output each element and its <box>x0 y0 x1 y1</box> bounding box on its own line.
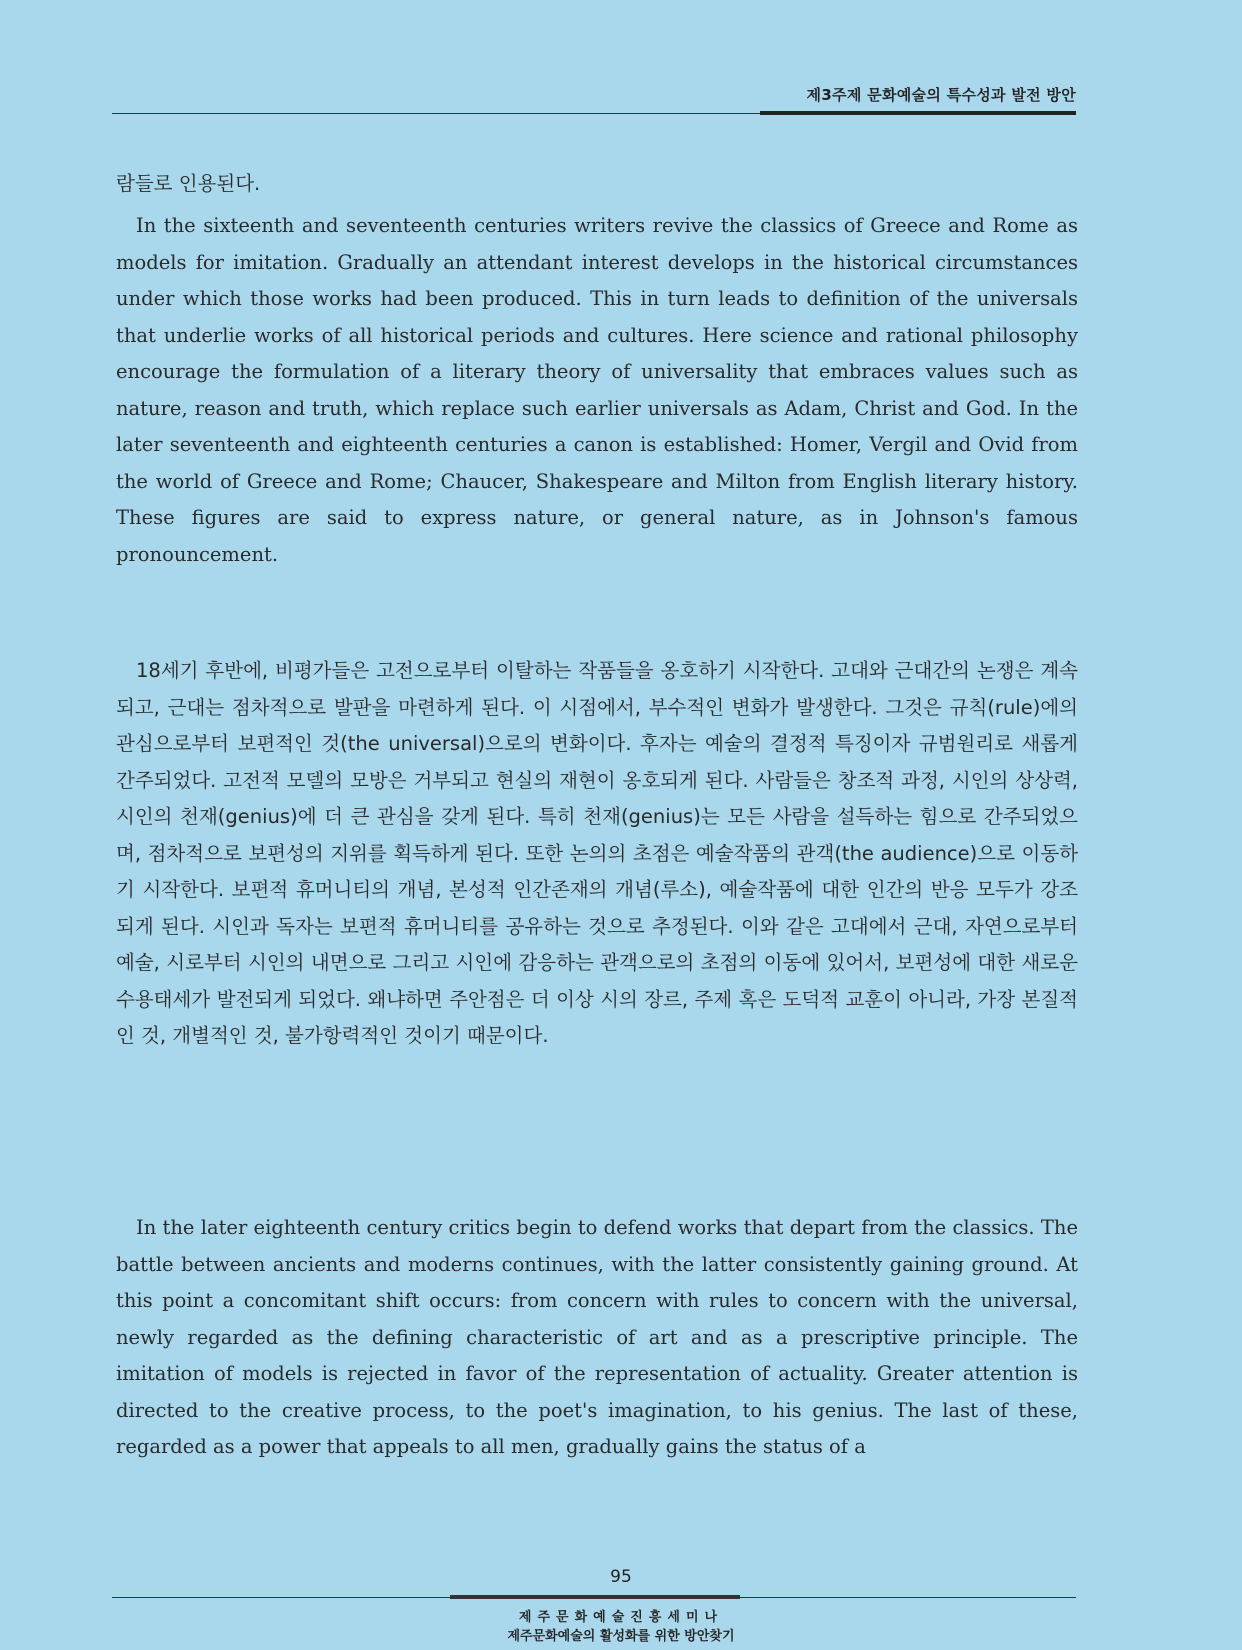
paragraph-english-1: In the sixteenth and seventeenth centuries writers revive the classics of Greece and Rome as models for imitation. Gradually an attendant interest develops in the historical circumstances under which those works had been produced. This in turn leads to definition of the universals that underlie works of all historical periods and cultures. Here science and rational philosophy encourage the formulation of a literary theory of universality that embraces values such as nature, reason and truth, which replace such earlier universals as Adam, Christ and God. In the later seventeenth and eighteenth centuries a canon is established: Homer, Vergil and Ovid from the world of Greece and Rome; Chaucer, Shakespeare and Milton from English literary history. These figures are said to express nature, or general nature, as in Johnson's famous pronouncement. <box>116 214 1078 566</box>
paragraph-korean: 18세기 후반에, 비평가들은 고전으로부터 이탈하는 작품들을 옹호하기 시작한다. 고대와 근대간의 논쟁은 계속되고, 근대는 점차적으로 발판을 마련하게 된다. 이 시점에서, 부수적인 변화가 발생한다. 그것은 규칙(rule)에의 관심으로부터 보편적인 것(the universal)으로의 변화이다. 후자는 예술의 결정적 특징이자 규범원리로 새롭게 간주되었다. 고전적 모델의 모방은 거부되고 현실의 재현이 옹호되게 된다. 사람들은 창조적 과정, 시인의 상상력, 시인의 천재(genius)에 더 큰 관심을 갖게 된다. 특히 천재(genius)는 모든 사람을 설득하는 힘으로 간주되었으며, 점차적으로 보편성의 지위를 획득하게 된다. 또한 논의의 초점은 예술작품의 관객(the audience)으로 이동하기 시작한다. 보편적 휴머니티의 개념, 본성적 인간존재의 개념(루소), 예술작품에 대한 인간의 반응 모두가 강조되게 된다. 시인과 독자는 보편적 휴머니티를 공유하는 것으로 추정된다. 이와 같은 고대에서 근대, 자연으로부터 예술, 시로부터 시인의 내면으로 그리고 시인에 감응하는 관객으로의 초점의 이동에 있어서, 보편성에 대한 새로운 수용태세가 발전되게 되었다. 왜냐하면 주안점은 더 이상 시의 장르, 주제 혹은 도덕적 교훈이 아니라, 가장 본질적인 것, 개별적인 것, 불가항력적인 것이기 때문이다. <box>116 659 1078 1047</box>
continuation-text: 람들로 인용된다. <box>116 172 261 195</box>
running-header: 제3주제 문화예술의 특수성과 발전 방안 <box>806 86 1076 104</box>
footer-seminar-title: 제주문화예술진흥세미나 <box>518 1610 724 1625</box>
paragraph-english-2: In the later eighteenth century critics begin to defend works that depart from the classics. The battle between ancients and moderns continues, with the latter consistently gaining ground. At this point a concomitant shift occurs: from concern with rules to concern with the universal, newly regarded as the defining characteristic of art and as a prescriptive principle. The imitation of models is rejected in favor of the representation of actuality. Greater attention is directed to the creative process, to the poet's imagination, to his genius. The last of these, regarded as a power that appeals to all men, gradually gains the status of a <box>116 1216 1078 1458</box>
header-rule-accent <box>760 111 1076 115</box>
footer-subtitle: 제주문화예술의 활성화를 위한 방안찾기 <box>507 1629 735 1644</box>
page-number: 95 <box>610 1567 632 1587</box>
footer-rule-accent <box>450 1595 740 1599</box>
